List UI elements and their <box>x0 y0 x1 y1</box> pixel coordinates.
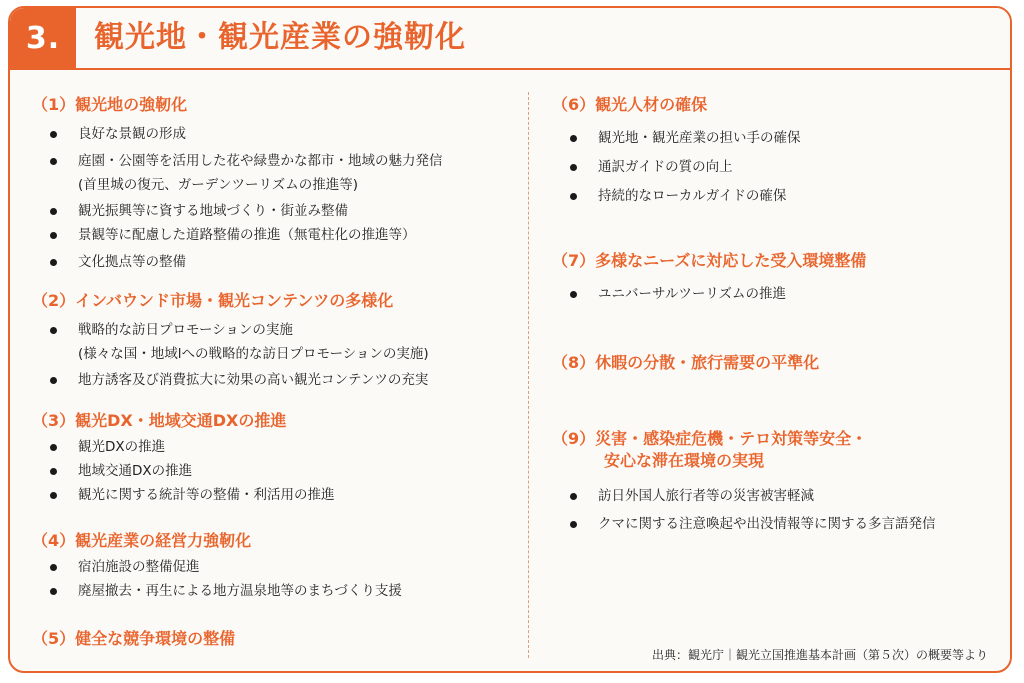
list-item-text: 廃屋撤去・再生による地方温泉地等のまちづくり支援 <box>78 583 402 599</box>
bullet-icon <box>50 131 57 138</box>
list-item-text: 通訳ガイドの質の向上 <box>598 159 733 175</box>
section-number: 3. <box>25 20 61 56</box>
list-item-text: 戦略的な訪日プロモーションの実施 <box>78 322 293 338</box>
list-item <box>32 555 402 579</box>
section-heading-line1: （9）災害・感染症危機・テロ対策等安全・ <box>552 429 868 448</box>
bullet-list <box>32 318 429 392</box>
section-7 <box>552 250 866 306</box>
list-item-text: 訪日外国人旅行者等の災害被害軽減 <box>598 488 814 504</box>
list-item <box>552 484 936 508</box>
list-item-text: ユニバーサルツーリズムの推進 <box>598 286 787 302</box>
list-item-text: クマに関する注意喚起や出没情報等に関する多言語発信 <box>598 516 936 532</box>
list-item <box>32 483 335 507</box>
bullet-icon <box>570 135 577 142</box>
list-item <box>32 318 429 366</box>
bullet-icon <box>570 521 577 528</box>
list-item-text: 観光DXの推進 <box>78 439 166 455</box>
bullet-icon <box>50 259 57 266</box>
section-8 <box>552 352 819 374</box>
section-5 <box>32 628 235 650</box>
section-2 <box>32 290 429 392</box>
content-panel <box>8 6 1012 673</box>
list-item <box>552 282 866 306</box>
bullet-icon <box>50 588 57 595</box>
list-item <box>32 435 335 459</box>
section-number-badge <box>10 8 76 68</box>
list-item-text: 庭園・公園等を活用した花や緑豊かな都市・地域の魅力発信 <box>78 153 443 169</box>
list-item-text: 宿泊施設の整備促進 <box>78 559 200 575</box>
list-item-text: 景観等に配慮した道路整備の推進（無電柱化の推進等） <box>78 227 416 243</box>
section-heading <box>552 428 936 472</box>
section-heading: （2）インバウンド市場・観光コンテンツの多様化 <box>32 291 394 310</box>
list-item-text: 地方誘客及び消費拡大に効果の高い観光コンテンツの充実 <box>78 372 429 388</box>
section-heading: （1）観光地の強靭化 <box>32 95 188 114</box>
bullet-icon <box>50 208 57 215</box>
list-item-subtext: (様々な国・地域lへの戦略的な訪日プロモーションの実施) <box>78 346 429 362</box>
bullet-list <box>552 282 866 306</box>
list-item-text: 観光に関する統計等の整備・利活用の推進 <box>78 487 335 503</box>
bullet-list <box>32 435 335 507</box>
list-item <box>32 368 429 392</box>
list-item-subtext: (首里城の復元、ガーデンツーリズムの推進等) <box>78 177 358 193</box>
list-item-text: 地域交通DXの推進 <box>78 463 193 479</box>
list-item <box>32 579 402 603</box>
section-3 <box>32 410 335 507</box>
bullet-icon <box>50 232 57 239</box>
bullet-icon <box>50 377 57 384</box>
section-heading: （3）観光DX・地域交通DXの推進 <box>32 411 287 430</box>
list-item <box>32 199 443 223</box>
list-item <box>32 223 443 247</box>
section-heading-line2: 安心な滞在環境の実現 <box>604 451 765 470</box>
list-item-text: 持続的なローカルガイドの確保 <box>598 188 787 204</box>
list-item <box>552 184 801 208</box>
list-item-text: 観光振興等に資する地域づくり・街並み整備 <box>78 203 348 219</box>
section-heading: （7）多様なニーズに対応した受入環境整備 <box>552 251 867 270</box>
bullet-list <box>32 555 402 603</box>
bullet-icon <box>50 327 57 334</box>
section-1 <box>32 94 443 274</box>
bullet-icon <box>570 291 577 298</box>
source-note: 出典：観光庁｜観光立国推進基本計画（第５次）の概要等より <box>651 648 988 662</box>
bullet-icon <box>50 444 57 451</box>
section-9 <box>552 428 936 536</box>
column-divider <box>528 92 529 658</box>
bullet-list <box>32 122 443 274</box>
bullet-icon <box>50 492 57 499</box>
bullet-icon <box>570 193 577 200</box>
list-item-text: 文化拠点等の整備 <box>78 254 186 270</box>
list-item <box>32 122 443 146</box>
bullet-icon <box>570 164 577 171</box>
list-item-text: 観光地・観光産業の担い手の確保 <box>598 130 801 146</box>
section-heading: （6）観光人材の確保 <box>552 95 708 114</box>
list-item-text: 良好な景観の形成 <box>78 126 186 142</box>
bullet-icon <box>50 564 57 571</box>
section-heading: （8）休暇の分散・旅行需要の平準化 <box>552 353 820 372</box>
section-6 <box>552 94 801 208</box>
header <box>10 8 1010 70</box>
bullet-icon <box>50 468 57 475</box>
section-4 <box>32 530 402 603</box>
bullet-list <box>552 126 801 208</box>
bullet-list <box>552 484 936 536</box>
page-title: 観光地・観光産業の強靭化 <box>94 20 466 55</box>
section-heading: （5）健全な競争環境の整備 <box>32 629 236 648</box>
bullet-icon <box>50 158 57 165</box>
list-item <box>32 459 335 483</box>
list-item <box>552 512 936 536</box>
bullet-icon <box>570 493 577 500</box>
list-item <box>32 250 443 274</box>
section-heading: （4）観光産業の経営力強靭化 <box>32 531 252 550</box>
list-item <box>552 126 801 150</box>
list-item <box>32 149 443 197</box>
list-item <box>552 155 801 179</box>
